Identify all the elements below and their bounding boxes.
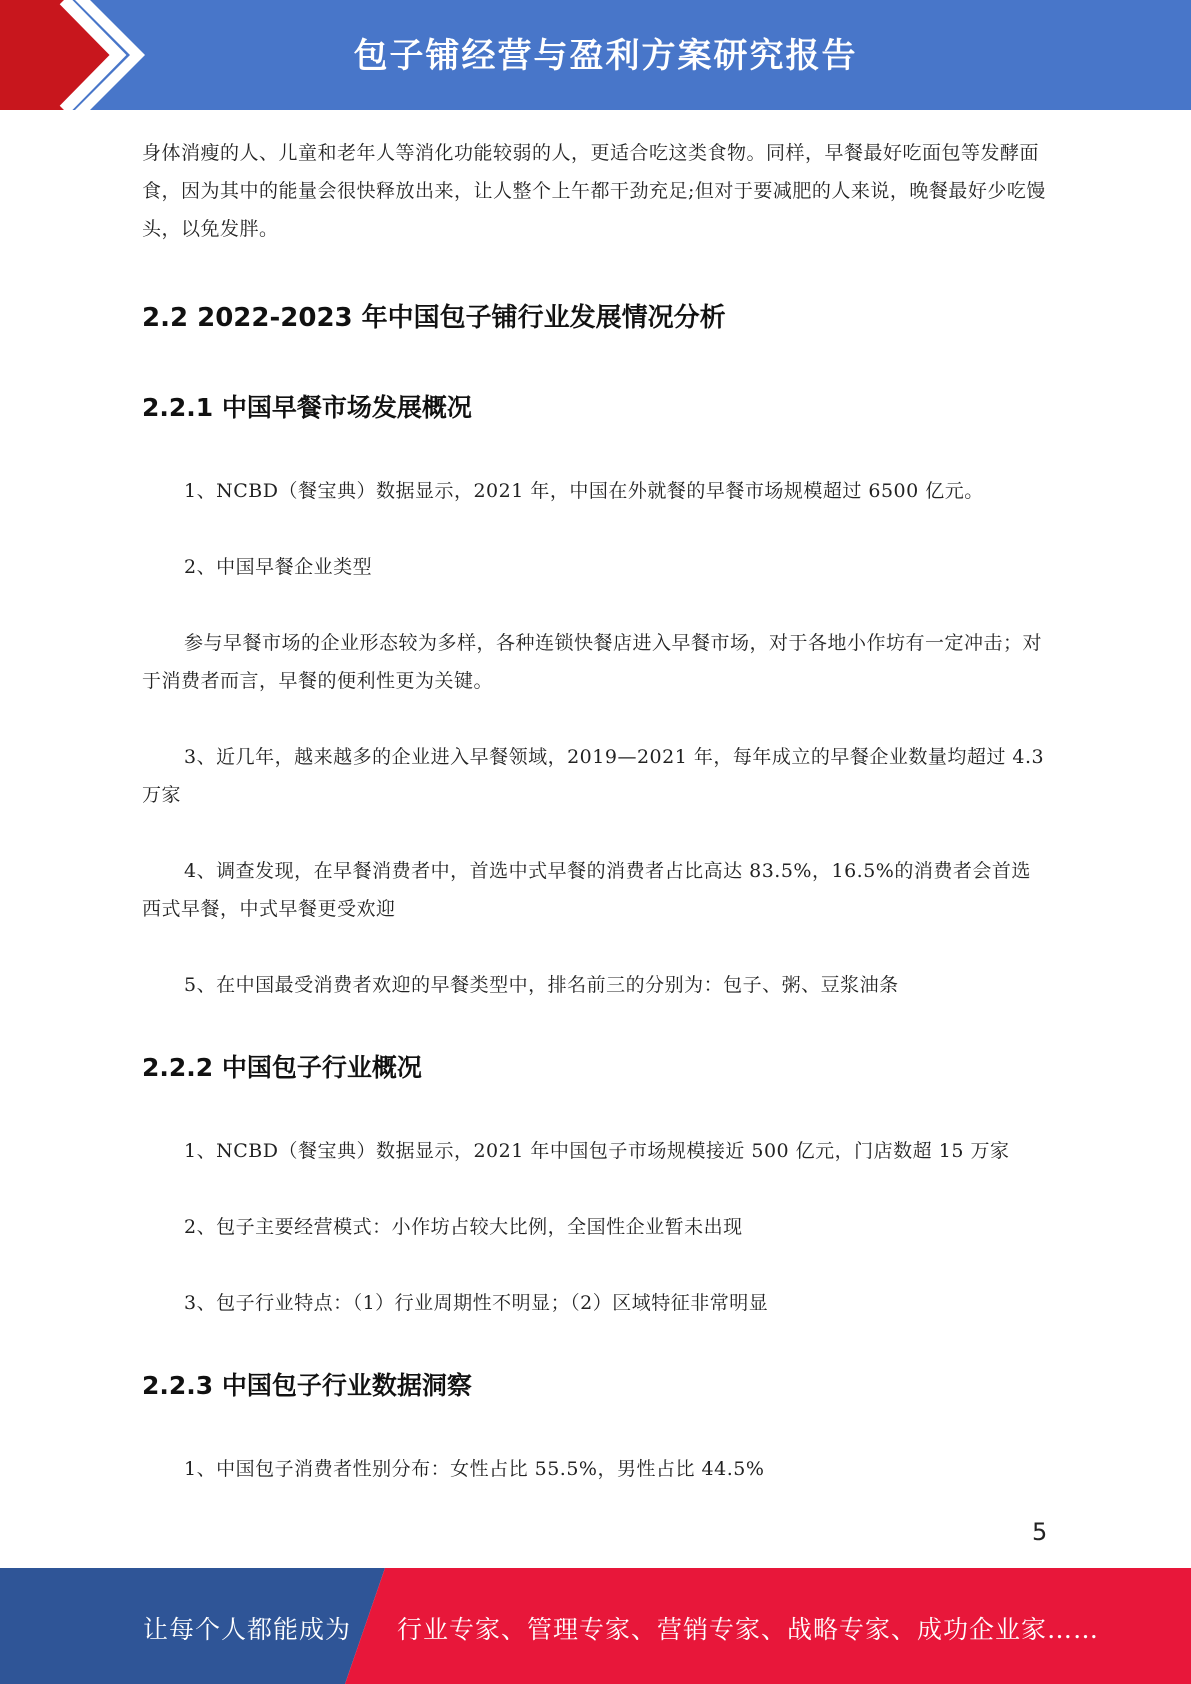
- section-heading-2-2: 2.2 2022-2023 年中国包子铺行业发展情况分析: [142, 303, 726, 333]
- paragraph-2-2-2-item-3: 3、包子行业特点：（1）行业周期性不明显；（2）区域特征非常明显: [184, 1292, 769, 1314]
- paragraph-2-2-3-item-1: 1、中国包子消费者性别分布：女性占比 55.5%，男性占比 44.5%: [184, 1458, 765, 1480]
- section-heading-2-2-1: 2.2.1 中国早餐市场发展概况: [142, 393, 472, 422]
- document-body: [142, 134, 1048, 1488]
- paragraph-2-2-2-item-1: 1、NCBD（餐宝典）数据显示，2021 年中国包子市场规模接近 500 亿元，门店数超 15 万家: [184, 1140, 1010, 1162]
- footer-slogan-left: 让每个人都能成为: [143, 1615, 352, 1644]
- section-heading-2-2-2: 2.2.2 中国包子行业概况: [142, 1053, 422, 1082]
- page-number: 5: [1032, 1518, 1048, 1546]
- report-title: 包子铺经营与盈利方案研究报告: [353, 36, 858, 76]
- footer-slogan-right: 行业专家、管理专家、营销专家、战略专家、成功企业家……: [397, 1615, 1100, 1644]
- intro-paragraph: 身体消瘦的人、儿童和老年人等消化功能较弱的人，更适合吃这类食物。同样，早餐最好吃面包等发酵面食，因为其中的能量会很快释放出来，让人整个上午都干劲充足;但对于要减肥的人来说，晚餐最好少吃馒头，以免发胖。: [142, 142, 1046, 240]
- paragraph-2-2-1-description: 参与早餐市场的企业形态较为多样，各种连锁快餐店进入早餐市场，对于各地小作坊有一定冲击；对于消费者而言，早餐的便利性更为关键。: [142, 632, 1043, 692]
- section-heading-2-2-3: 2.2.3 中国包子行业数据洞察: [142, 1371, 472, 1400]
- paragraph-2-2-1-item-3: 3、近几年，越来越多的企业进入早餐领域，2019—2021 年，每年成立的早餐企业数量均超过 4.3 万家: [142, 746, 1045, 806]
- paragraph-2-2-1-item-2: 2、中国早餐企业类型: [184, 556, 373, 578]
- page-footer: [0, 1568, 1191, 1684]
- paragraph-2-2-1-item-1: 1、NCBD（餐宝典）数据显示，2021 年，中国在外就餐的早餐市场规模超过 6500 亿元。: [184, 480, 984, 502]
- paragraph-2-2-2-item-2: 2、包子主要经营模式：小作坊占较大比例，全国性企业暂未出现: [184, 1216, 743, 1238]
- paragraph-2-2-1-item-5: 5、在中国最受消费者欢迎的早餐类型中，排名前三的分别为：包子、粥、豆浆油条: [184, 974, 899, 996]
- paragraph-2-2-1-item-4: 4、调查发现，在早餐消费者中，首选中式早餐的消费者占比高达 83.5%，16.5%的消费者会首选西式早餐，中式早餐更受欢迎: [142, 860, 1031, 920]
- page-header: [0, 0, 1191, 110]
